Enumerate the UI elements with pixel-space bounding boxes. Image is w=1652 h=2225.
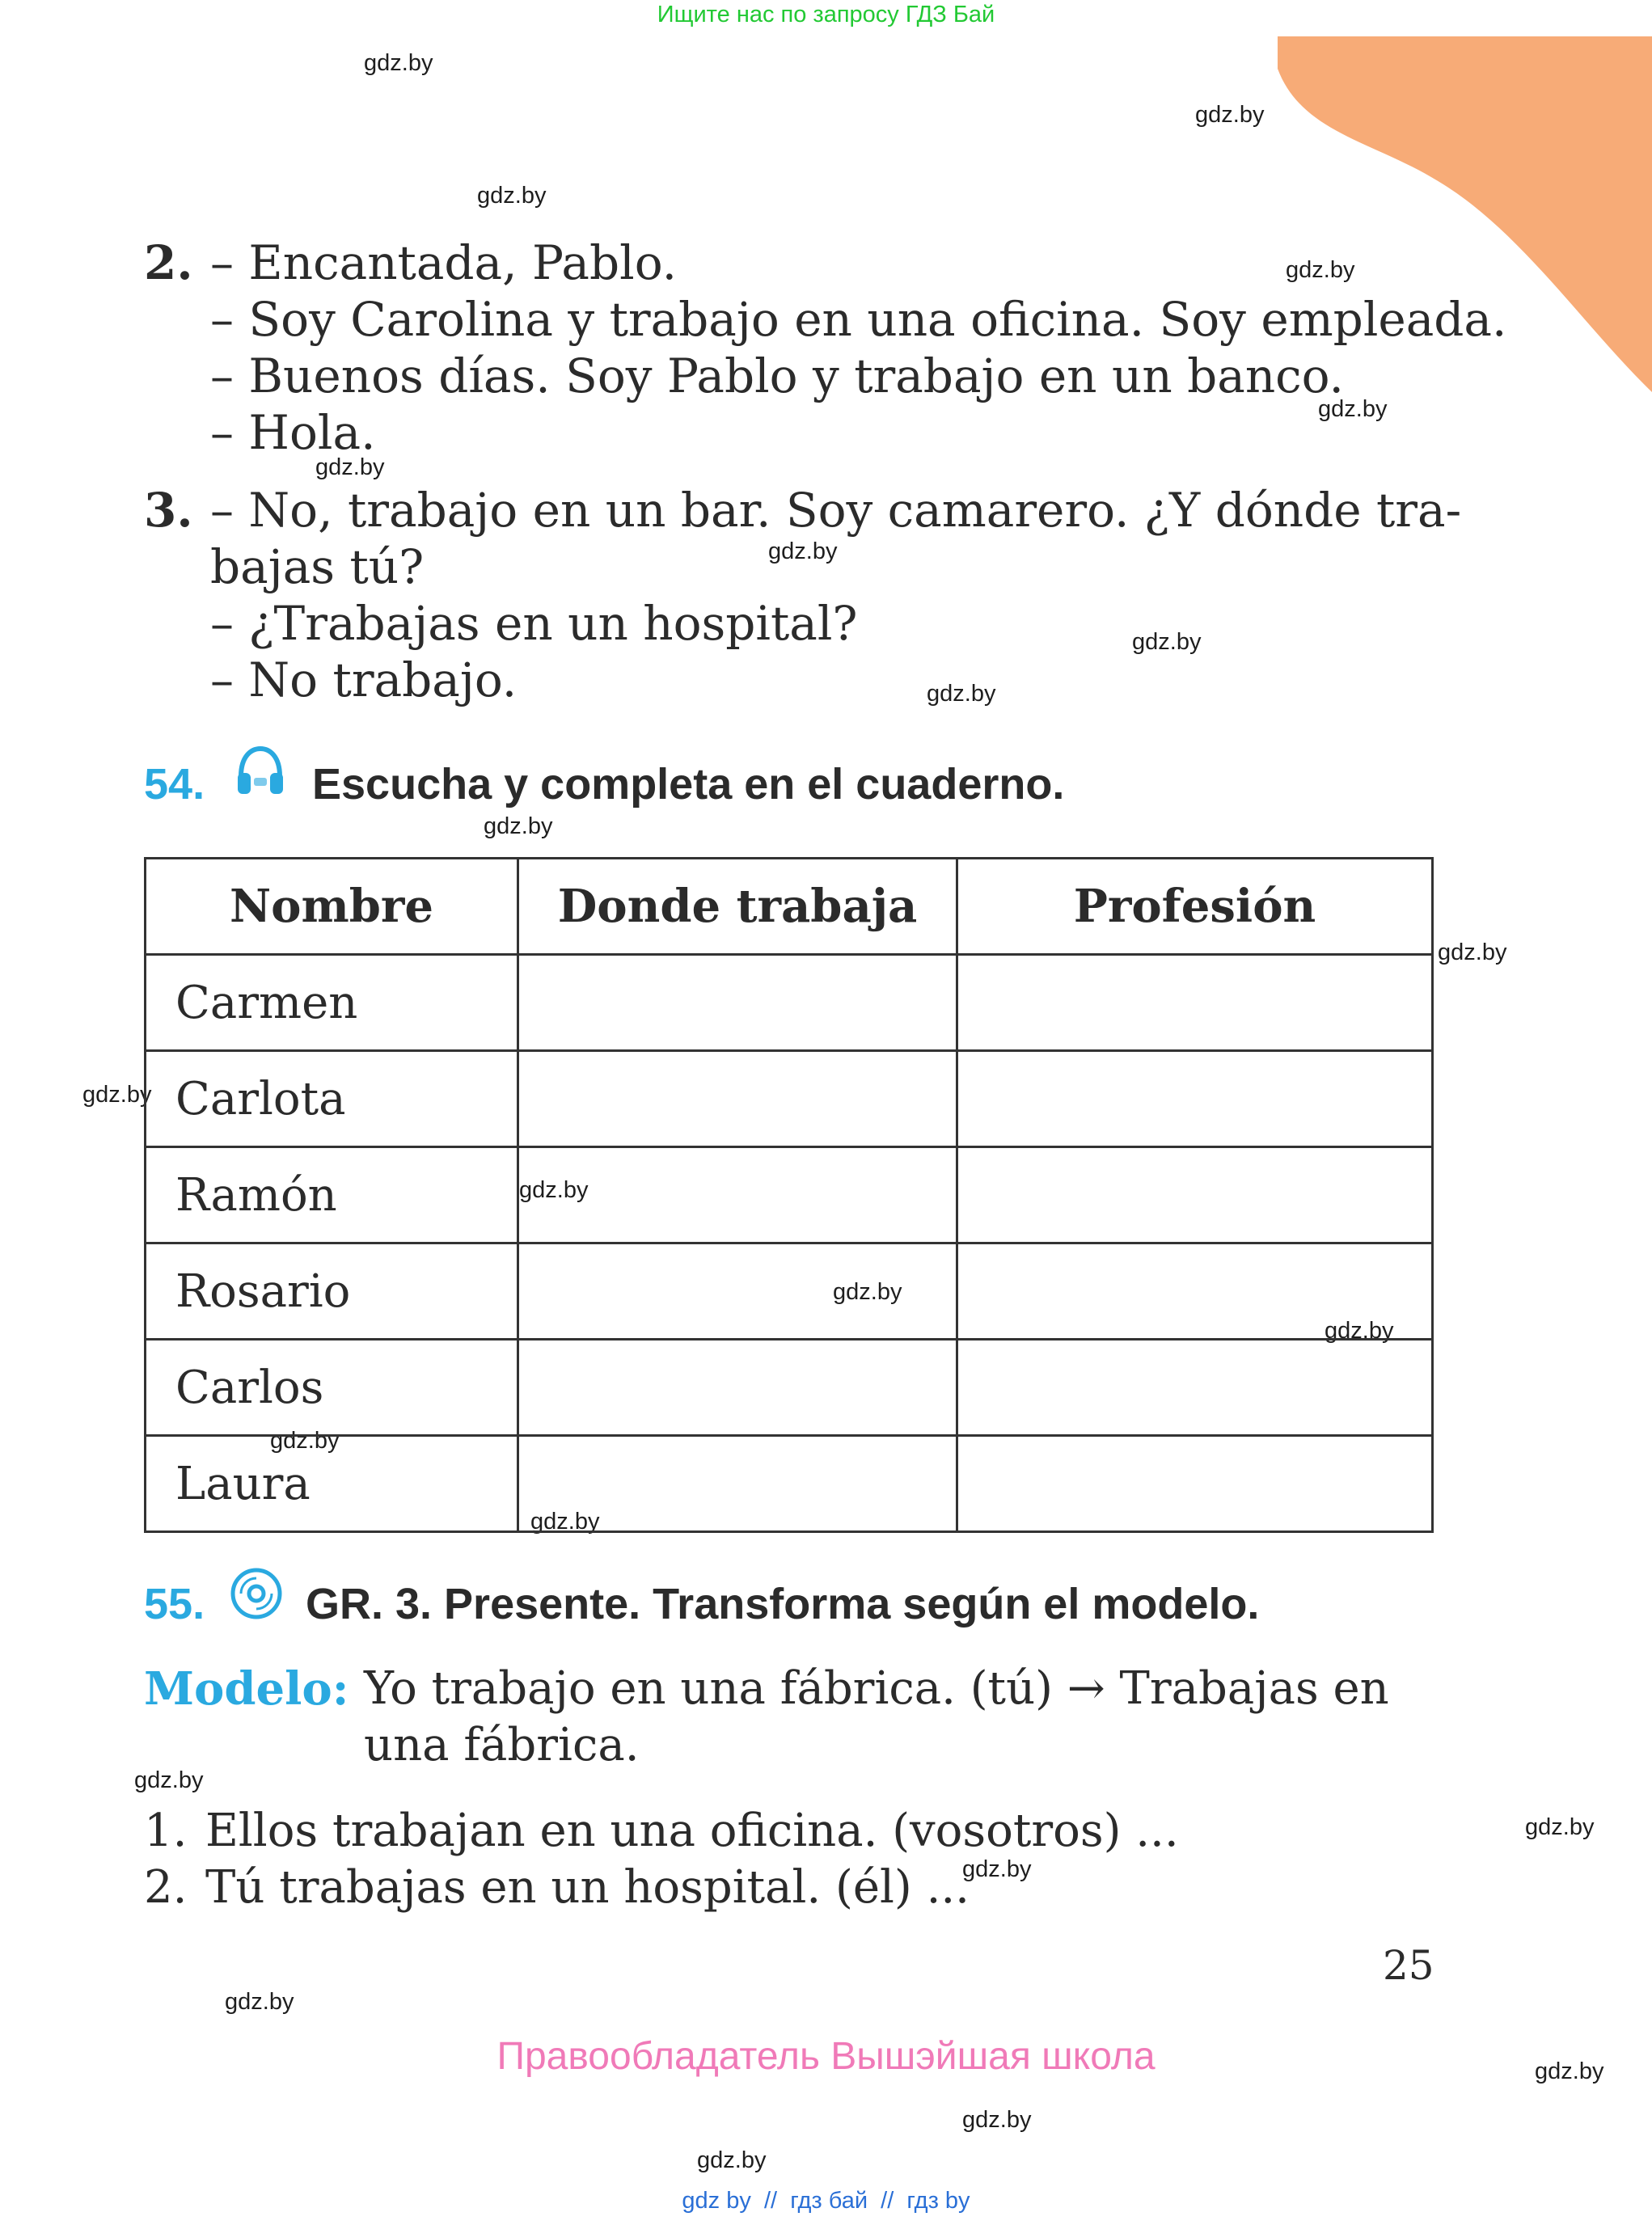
table-row xyxy=(146,1340,1433,1436)
answer-table xyxy=(144,857,1434,1533)
table-cell-empty[interactable] xyxy=(957,955,1433,1051)
exercise-54-title: Escucha y completa en el cuaderno. xyxy=(312,760,1065,809)
watermark: gdz.by xyxy=(1195,102,1265,128)
table-cell-name: Carlos xyxy=(146,1340,518,1436)
watermark: gdz.by xyxy=(315,454,385,480)
watermark: gdz.by xyxy=(364,50,433,76)
watermark: gdz.by xyxy=(833,1279,902,1305)
page-number: 25 xyxy=(1383,1942,1434,1989)
table-row xyxy=(146,955,1433,1051)
top-banner[interactable]: Ищите нас по запросу ГДЗ Бай xyxy=(657,2,995,27)
copyright-owner: Правообладатель Вышэйшая школа xyxy=(496,2035,1156,2078)
watermark: gdz.by xyxy=(519,1177,589,1203)
watermark: gdz.by xyxy=(1438,939,1507,965)
table-cell-name: Carmen xyxy=(146,955,518,1051)
watermark: gdz.by xyxy=(1318,396,1388,422)
watermark: gdz.by xyxy=(962,2107,1032,2133)
exercise-55-number: 55. xyxy=(144,1580,205,1628)
dialogue-line: – Buenos días. Soy Pablo y trabajo en un banco. xyxy=(210,348,1344,403)
table-cell-name: Carlota xyxy=(146,1051,518,1147)
table-cell-empty[interactable] xyxy=(518,1147,957,1243)
table-row xyxy=(146,1051,1433,1147)
cd-disc-icon xyxy=(230,1567,283,1620)
headphones-icon xyxy=(234,744,286,797)
table-cell-empty[interactable] xyxy=(518,1051,957,1147)
watermark: gdz.by xyxy=(1132,629,1202,655)
watermark: gdz.by xyxy=(82,1082,152,1108)
watermark: gdz.by xyxy=(768,538,838,564)
watermark: gdz.by xyxy=(270,1428,340,1454)
watermark: gdz.by xyxy=(1286,257,1355,283)
table-cell-name: Ramón xyxy=(146,1147,518,1243)
watermark: gdz.by xyxy=(1525,1814,1595,1840)
table-cell-name: Rosario xyxy=(146,1243,518,1340)
watermark: gdz.by xyxy=(225,1989,294,2015)
dialogue-3-number: 3. xyxy=(144,483,193,538)
model-label: Modelo: xyxy=(144,1662,349,1716)
table-row xyxy=(146,1147,1433,1243)
task-item-text: Ellos trabajan en una oficina. (vosotros) ... xyxy=(205,1805,1179,1857)
model-text: una fábrica. xyxy=(364,1719,640,1771)
table-header: Nombre xyxy=(146,859,518,955)
table-cell-empty[interactable] xyxy=(957,1147,1433,1243)
dialogue-2-number: 2. xyxy=(144,235,193,290)
table-cell-empty[interactable] xyxy=(957,1436,1433,1532)
exercise-55-title: GR. 3. Presente. Transforma según el modelo. xyxy=(306,1580,1260,1628)
watermark: gdz.by xyxy=(530,1509,600,1535)
table-cell-empty[interactable] xyxy=(957,1243,1433,1340)
task-item-number: 1. xyxy=(144,1805,188,1857)
dialogue-line: – No trabajo. xyxy=(210,652,518,707)
watermark: gdz.by xyxy=(962,1856,1032,1882)
dialogue-line: – Soy Carolina y trabajo en una oficina. Soy empleada. xyxy=(210,292,1507,347)
model-text: Yo trabajo en una fábrica. (tú) → Trabajas en xyxy=(364,1662,1389,1715)
watermark: gdz.by xyxy=(134,1767,204,1793)
exercise-54-number: 54. xyxy=(144,760,205,809)
watermark: gdz.by xyxy=(484,813,553,839)
table-cell-empty[interactable] xyxy=(518,955,957,1051)
dialogue-line: – Hola. xyxy=(210,405,376,460)
watermark: gdz.by xyxy=(927,681,996,707)
table-header: Donde trabaja xyxy=(518,859,957,955)
table-row xyxy=(146,1436,1433,1532)
watermark: gdz.by xyxy=(697,2147,767,2173)
table-cell-empty[interactable] xyxy=(518,1243,957,1340)
task-item-text: Tú trabajas en un hospital. (él) ... xyxy=(205,1861,970,1914)
table-row xyxy=(146,1243,1433,1340)
footer-links[interactable]: gdz by // гдз бай // гдз by xyxy=(682,2188,970,2214)
watermark: gdz.by xyxy=(1535,2058,1604,2084)
task-item-number: 2. xyxy=(144,1861,188,1914)
watermark: gdz.by xyxy=(477,183,547,209)
table-cell-empty[interactable] xyxy=(957,1051,1433,1147)
table-header: Profesión xyxy=(957,859,1433,955)
dialogue-line: – No, trabajo en un bar. Soy camarero. ¿Y dónde tra- xyxy=(210,483,1462,538)
table-cell-empty[interactable] xyxy=(957,1340,1433,1436)
dialogue-line: – ¿Trabajas en un hospital? xyxy=(210,596,858,651)
table-header-row xyxy=(146,859,1433,955)
dialogue-line: – Encantada, Pablo. xyxy=(210,235,678,290)
watermark: gdz.by xyxy=(1325,1318,1394,1344)
table-cell-empty[interactable] xyxy=(518,1436,957,1532)
table-cell-name: Laura xyxy=(146,1436,518,1532)
dialogue-line: bajas tú? xyxy=(210,539,425,594)
table-cell-empty[interactable] xyxy=(518,1340,957,1436)
